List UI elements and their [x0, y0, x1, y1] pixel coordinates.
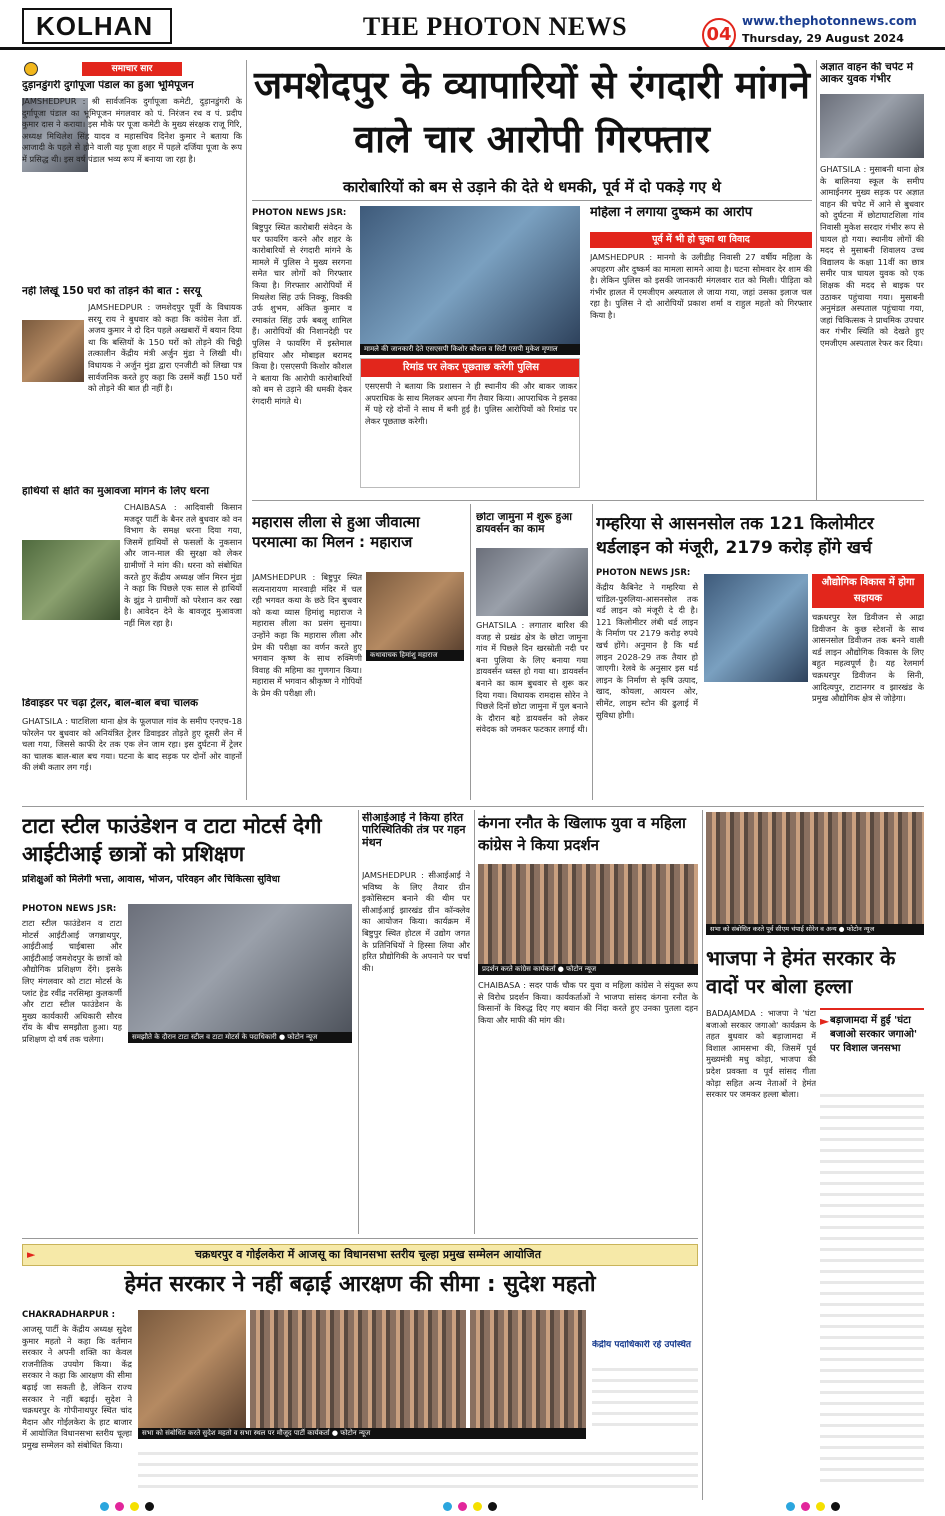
sudesh-body-3	[592, 1360, 698, 1428]
bjp-box	[820, 1008, 924, 1078]
brief-title[interactable]: नहीं लिखूं 150 घरों को तोड़ने की बात : सरयू	[22, 286, 201, 297]
sudesh-body: आजसू पार्टी के केंद्रीय अध्यक्ष सुदेश कुमार महतो ने कहा कि वर्तमान सरकार ने अपनी शक्ति का केवल राजनीतिक उपयोग किया। केंद्र सरकार ने कहा कि आरक्षण की सीमा बढ़ाई जा सकती है, लेकिन राज्य सरकार ने नहीं बढ़ाई। सुदेश ने चक्रधरपुर के गोपीनाथपुर स्थित चांद मैदान और गोईलकेरा के हाट बाजार में आयोजित विधानसभा स्तरीय चूल्हा प्रमुख सम्मेलन को संबोधित किया।	[22, 1324, 132, 1450]
column-divider	[358, 810, 359, 1234]
brief-photo	[22, 320, 84, 382]
tata-photo	[128, 904, 352, 1032]
tata-headline[interactable]: टाटा स्टील फाउंडेशन व टाटा मोटर्स देगी आईटीआई छात्रों को प्रशिक्षण	[22, 814, 322, 866]
accident-photo	[820, 94, 924, 158]
railway-dateline: PHOTON NEWS JSR:	[596, 568, 691, 578]
sudesh-banner-text: चक्रधरपुर व गोईलकेरा में आजसू का विधानसभा स्तरीय चूल्हा प्रमुख सम्मेलन आयोजित	[195, 1248, 541, 1261]
color-marks-right	[786, 1502, 840, 1514]
kangana-photo-caption	[478, 964, 698, 975]
sudesh-sub-box: केंद्रीय पदाधिकारी रहे उपस्थित	[592, 1340, 692, 1350]
registration-marks	[100, 1502, 840, 1514]
railway-body-2: चक्रधरपुर रेल डिवीजन से आद्रा डिवीजन के कुछ स्टेशनों के साथ आसनसोल डिवीजन तक बनने वाली थर्ड लाइन औद्योगिक विकास के लिए बहुत महत्वपूर्ण है। यह रेलमार्ग चक्रधरपुर डिवीजन के सिनी, आदित्यपुर, टाटानगर व झारखंड के प्रमुख औद्योगिक क्षेत्र से जोड़ेगा।	[812, 612, 924, 704]
camera-icon: ●	[331, 1429, 341, 1437]
brief-body: JAMSHEDPUR : श्री सार्वजनिक दुर्गापूजा कमेटी, दुड़ानडुंगरी के दुर्गापूजा पंडाल का भूमिपूजन मंगलवार को पं. निरंजन रथ व पं. प्रदीप कुमार दास ने कराया। इस मौके पर पूजा कमेटी के मुख्य संरक्षक राजू गिरि, अध्यक्ष मिथिलेश सिंह यादव व महासचिव दिनेश कुमार ने बताया कि आजादी के पहले से होने वाली यह पूजा शहर में पहले दर्जिया पूजा के रूप में प्रसिद्ध थी। इस वर्ष पंडाल भव्य रूप में बनाया जा रहा है।	[22, 96, 242, 164]
sudesh-photo-3	[470, 1310, 586, 1428]
page-number: 04	[702, 18, 736, 50]
lead-photo	[360, 206, 580, 344]
camera-icon: ●	[278, 1033, 288, 1041]
sudesh-photo-caption	[138, 1428, 586, 1439]
website-link[interactable]: www.thephotonnews.com	[742, 14, 917, 28]
cii-body: JAMSHEDPUR : सीआईआई ने भविष्य के लिए तैयार ग्रीन इकोसिस्टम बनाने की थीम पर सीआईआई झारखंड ग्रीन कॉन्क्लेव का आयोजन किया। कार्यक्रम में बिष्टुपुर स्थित होटल में उद्योग जगत के प्रतिनिधियों ने हिस्सा लिया और हरित प्रौद्योगिकी के अपनाने पर चर्चा की।	[362, 870, 470, 973]
column-divider	[702, 810, 703, 1500]
news-brief-box	[22, 62, 242, 76]
accident-body: GHATSILA : मुसाबनी थाना क्षेत्र के बालिनया स्कूल के समीप आमाईनगर मुख्य सड़क पर अज्ञात वाहन की चपेट में आने से बुधवार को दुर्घटना में छोटाघाटशिला गांव निवासी मुकेश सरदार गंभीर रूप से घायल हो गया। स्थानीय लोगों की मदद से मुसाबनी शिवालय उच्च विद्यालय के कक्षा 11वीं का छात्र समीर पात्र घायल युवक को एक शिक्षक की मदद से बाइक पर उठाकर पहुंचाया गया। मुसाबनी अनुमंडल अस्पताल पहुंचाया गया, जहां चिकित्सक ने प्राथमिक उपचार कर गंभीर स्थिति को देखते हुए एमजीएम अस्पताल रेफर कर दिया।	[820, 164, 924, 348]
brief-body: JAMSHEDPUR : जमशेदपुर पूर्वी के विधायक सरयू राय ने बुधवार को कहा कि कांग्रेस नेता डॉ. अजय कुमार ने दो दिन पहले अखबारों में बयान दिया था कि बस्तियों के 150 घरों को तोड़ने की चिट्ठी तत्कालीन केंद्रीय मंत्री अर्जुन मुंडा ने लिखी थी। विधायक ने अर्जुन मुंडा द्वारा एनजीटी को लिखा पत्र सार्वजनिक करते हुए कहा कि उसमें कहीं 150 घरों को तोड़ने की बात ही नहीं है।	[88, 302, 242, 394]
brief-body: CHAIBASA : आदिवासी किसान मजदूर पार्टी के बैनर तले बुधवार को वन विभाग के समक्ष धरना दिया गया, जिसमें हाथियों से फसलों के नुकसान और जान-माल की सुरक्षा को लेकर ग्रामीणों ने मांग की। धरना को संबोधित करते हुए केंद्रीय अध्यक्ष जॉन मिरन मुंडा ने कहा कि पिछले एक साल से हाथियों के झुंड ने ग्रामीणों को परेशान कर रखा है। आवेदन देने के बावजूद मुआवजा नहीं मिल रहा है।	[124, 502, 242, 628]
left-column	[22, 62, 242, 790]
sudesh-headline[interactable]: हेमंत सरकार ने नहीं बढ़ाई आरक्षण की सीमा : सुदेश महतो	[124, 1272, 596, 1297]
rape-box: पूर्व में भी हो चुका था विवाद	[590, 232, 812, 248]
lead-body: बिष्टुपुर स्थित कारोबारी संवेदन के घर फायरिंग करने और शहर के कारोबारियों से रंगदारी मांगने के मामले में पुलिस ने मुख्य सरगना समेत चार लोगों को गिरफ्तार किया है। गिरफ्तार आरोपियों में मिथलेश सिंह उर्फ निक्कू, विक्की उर्फ शुभम, अंकित कुमार व रमाकांत सिंह उर्फ बबलू शामिल हैं। आरोपियों की निशानदेही पर पुलिस ने फायरिंग में इस्तेमाल हथियार और मोबाइल बरामद किया है। एसएसपी किशोर कौशल ने बताया कि आरोपी कारोबारियों को बम से उड़ाने की धमकी देकर रंगदारी मांगते थे।	[252, 222, 352, 406]
photo-credit: फोटोन न्यूज	[846, 925, 875, 933]
lead-divider	[252, 200, 812, 201]
rape-headline[interactable]: महिला ने लगाया दुष्कर्म का आरोप	[590, 206, 753, 220]
lead-photo-caption: मामले की जानकारी देते एसएसपी किशोर कौशल व सिटी एसपी मुकेश मृणाल	[360, 344, 580, 355]
sudesh-banner	[22, 1244, 698, 1266]
brief-photo	[22, 540, 120, 620]
section-divider	[22, 1238, 698, 1239]
brief-title[interactable]: हाथियों से क्षति का मुआवजा मांगने के लिए धरना	[22, 486, 209, 497]
section-divider	[252, 500, 924, 501]
column-divider	[246, 60, 247, 800]
maharaj-photo-caption: कथावाचक हिमांशु महाराज	[366, 650, 464, 661]
bjp-photo-caption	[706, 924, 924, 935]
brief-title[interactable]: दुड़ानडुंगरी दुर्गापूजा पंडाल का हुआ भूमिपूजन	[22, 80, 194, 91]
maharaj-photo	[366, 572, 464, 650]
color-marks-left	[100, 1502, 154, 1514]
sudesh-body-2	[138, 1444, 698, 1492]
lead-headline[interactable]: जमशेदपुर के व्यापारियों से रंगदारी मांगने वाले चार आरोपी गिरफ्तार	[253, 63, 811, 161]
railway-photo	[704, 574, 808, 682]
remand-box	[360, 358, 580, 488]
bjp-photo	[706, 812, 924, 924]
brief-body: GHATSILA : घाटशिला थाना क्षेत्र के फूलपाल गांव के समीप एनएच-18 फोरलेन पर बुधवार को अनियंत्रित ट्रेलर डिवाइडर तोड़ते हुए दूसरी लेन में चला गया, जिससे काफी देर तक एक लेन जाम रहा। इस दुर्घटना में ट्रेलर का चालक बाल-बाल बच गया। घटना के बाद सड़क पर दोनों ओर वाहनों की लंबी कतार लग गई।	[22, 716, 242, 773]
logo-icon	[24, 62, 38, 76]
railway-body: केंद्रीय कैबिनेट ने गम्हरिया से चांडिल-पुरुलिया-आसनसोल तक थर्ड लाइन को मंजूरी दे दी है। 121 किलोमीटर लंबी थर्ड लाइन के निर्माण पर 2179 करोड़ रुपये खर्च होंगे। अनुमान है कि थर्ड लाइन 2028-29 तक तैयार हो जाएगी। रेलवे के अनुसार इस थर्ड लाइन के निर्माण से कृषि उत्पाद, खाद, कोयला, आयरन ओर, सीमेंट, लाइम स्टोन की ढुलाई में सुविधा होगी।	[596, 582, 698, 720]
lead-dateline: PHOTON NEWS JSR:	[252, 208, 347, 218]
maharaj-body: JAMSHEDPUR : बिष्टुपुर स्थित सत्यनारायण मारवाड़ी मंदिर में चल रही भगवत कथा के छठे दिन बुधवार को कथा व्यास हिमांशु महाराज ने महारास लीला का प्रसंग सुनाया। उन्होंने कहा कि महारास लीला और प्रेम की परीक्षा का वर्णन करते हुए भगवान कृष्ण के साथ रुक्मिणी विवाह की महिमा का गुणगान किया। महारास में भगवान श्रीकृष्ण ने गोपियों के प्रेम की परीक्षा ली।	[252, 572, 362, 698]
brief-box-label: समाचार सार	[82, 62, 182, 76]
diversion-photo	[476, 548, 588, 616]
accident-headline[interactable]: अज्ञात वाहन की चपेट में आकर युवक गंभीर	[820, 62, 914, 85]
masthead	[0, 0, 945, 50]
arrow-icon: ►	[27, 1248, 36, 1261]
photo-credit: फोटोन न्यूज	[287, 1033, 318, 1041]
tata-caption-text: समझौते के दौरान टाटा स्टील व टाटा मोटर्स के पदाधिकारी	[132, 1033, 277, 1041]
column-divider	[474, 810, 475, 1234]
kangana-photo	[478, 864, 698, 964]
lead-subhead: कारोबारियों को बम से उड़ाने की देते थे धमकी, पूर्व में दो पकड़े गए थे	[342, 178, 721, 196]
column-divider	[470, 504, 471, 800]
camera-icon: ●	[557, 965, 567, 973]
railway-headline[interactable]: गम्हरिया से आसनसोल तक 121 किलोमीटर थर्डलाइन को मंजूरी, 2179 करोड़ होंगे खर्च	[596, 514, 874, 558]
kangana-caption-text: प्रदर्शन करते कांग्रेस कार्यकर्ता	[482, 965, 556, 973]
column-divider	[816, 60, 817, 500]
bjp-caption-text: सभा को संबोधित करते पूर्व सीएम चंपाई सोरेन व अन्य	[710, 925, 837, 933]
tata-photo-caption	[128, 1032, 352, 1043]
rape-body: JAMSHEDPUR : मानगो के उलीडीह निवासी 27 वर्षीय महिला के अपहरण और दुष्कर्म का मामला सामने आया है। घटना सोमवार देर शाम की है। लेकिन पुलिस को इसकी जानकारी मंगलवार रात को मिली। पीड़िता को गंभीर हालत में एमजीएम अस्पताल ले जाया गया, जहां उसका इलाज चल रहा है। पुलिस ने दो आरोपियों प्रकाश शर्मा व राहुल महतो को गिरफ्तार किया है।	[590, 252, 812, 320]
section-divider	[22, 806, 924, 807]
camera-icon: ●	[838, 925, 847, 933]
railway-box: औद्योगिक विकास में होगा सहायक	[812, 574, 924, 608]
bjp-body: BADAJAMDA : भाजपा ने 'घंटा बजाओ सरकार जगाओ' कार्यक्रम के तहत बुधवार को बड़ाजामदा में विशाल आमसभा की, जिसमें पूर्व मुख्यमंत्री मधु कोड़ा, भाजपा की प्रदेश प्रवक्ता व पूर्व सांसद गीता कोड़ा सहित अन्य नेताओं ने हेमंत सरकार पर जमकर हल्ला बोला।	[706, 1008, 816, 1100]
section-tag: KOLHAN	[22, 8, 172, 44]
kangana-headline[interactable]: कंगना रनौत के खिलाफ युवा व महिला कांग्रेस ने किया प्रदर्शन	[478, 814, 686, 854]
photo-credit: फोटोन न्यूज	[566, 965, 597, 973]
newspaper-brand[interactable]: THE PHOTON NEWS	[362, 12, 628, 41]
sudesh-photo-2	[250, 1310, 466, 1428]
tata-body: टाटा स्टील फाउंडेशन व टाटा मोटर्स आईटीआई जगन्नाथपुर, आईटीआई चाईबासा और आईटीआई जमशेदपुर के छात्रों को औद्योगिक प्रशिक्षण देंगे। इसके लिए मंगलवार को टाटा मोटर्स के प्लांट हेड रवींद्र नरसिम्हा कुलकर्णी और टाटा स्टील फाउंडेशन के मुख्य कार्यकारी अधिकारी सौरव रॉय के बीच समझौता हुआ। यह प्रशिक्षण दो वर्ष तक चलेगा।	[22, 918, 122, 1044]
remand-box-title: रिमांड पर लेकर पूछताछ करेगी पुलिस	[361, 359, 580, 377]
diversion-headline[interactable]: छोटा जामुना में शुरू हुआ डायवर्सन का काम	[476, 512, 572, 535]
maharaj-headline[interactable]: महारास लीला से हुआ जीवात्मा परमात्मा का मिलन : महाराज	[252, 513, 420, 551]
sudesh-photo-1	[138, 1310, 246, 1428]
brief-title[interactable]: डिवाइडर पर चढ़ा ट्रेलर, बाल-बाल बचा चालक	[22, 698, 199, 709]
tata-subhead: प्रशिक्षुओं को मिलेगी भत्ता, आवास, भोजन, परिवहन और चिकित्सा सुविधा	[22, 874, 280, 885]
bjp-body-2	[820, 1086, 924, 1486]
diversion-body: GHATSILA : लगातार बारिश की वजह से प्रखंड क्षेत्र के छोटा जामुना गांव में पिछले दिन खरस्रोती नदी पर बना पुलिया के लिए बनाया गया डायवर्सन ध्वस्त हो गया था। डायवर्सन बनाने का काम बुधवार से शुरू कर दिया गया। विधायक रामदास सोरेन ने पिछले दिनों छोटा जामुना में पुल बनाने के दौरान बहे डायवर्सन को लेकर संवेदक को जमकर फटकार लगाई थी।	[476, 620, 588, 735]
bjp-box-text: बड़ाजामदा में हुई 'घंटा बजाओ सरकार जगाओ' पर विशाल जनसभा	[830, 1015, 918, 1054]
remand-box-body: एसएसपी ने बताया कि प्रशासन ने ही स्थानीय की और बाकर जाकर अपराधिक के साथ मिलकर अपना गैंग तैयार किया। आपराधिक ने इसका में पहे रहे दोनों ने साथ में बनी हुई है। पुलिस आरोपियों को रिमांड पर लेकर पूछताछ करेगी।	[365, 381, 577, 426]
column-divider	[592, 504, 593, 800]
cii-headline[interactable]: सीआईआई ने किया हरित पारिस्थितिकी तंत्र पर गहन मंथन	[362, 812, 466, 849]
kangana-body: CHAIBASA : सदर पार्क चौक पर युवा व महिला कांग्रेस ने संयुक्त रूप से विरोध प्रदर्शन किया। कार्यकर्ताओं ने भाजपा सांसद कंगना रनौत के किसानों के विरुद्ध दिए गए बयान की निंदा करते हुए उनका पुतला दहन किया और माफी की मांग की।	[478, 980, 698, 1025]
sudesh-caption-text: सभा को संबोधित करते सुदेश महतो व सभा स्थल पर मौजूद पार्टी कार्यकर्ता	[142, 1429, 330, 1437]
color-marks-mid	[443, 1502, 497, 1514]
photo-credit: फोटोन न्यूज	[340, 1429, 371, 1437]
tata-dateline: PHOTON NEWS JSR:	[22, 904, 117, 914]
sudesh-dateline: CHAKRADHARPUR :	[22, 1310, 115, 1320]
bjp-headline[interactable]: भाजपा ने हेमंत सरकार के वादों पर बोला हल्ला	[706, 946, 896, 998]
arrow-icon: ►	[820, 1014, 830, 1028]
issue-date: Thursday, 29 August 2024	[742, 32, 904, 45]
